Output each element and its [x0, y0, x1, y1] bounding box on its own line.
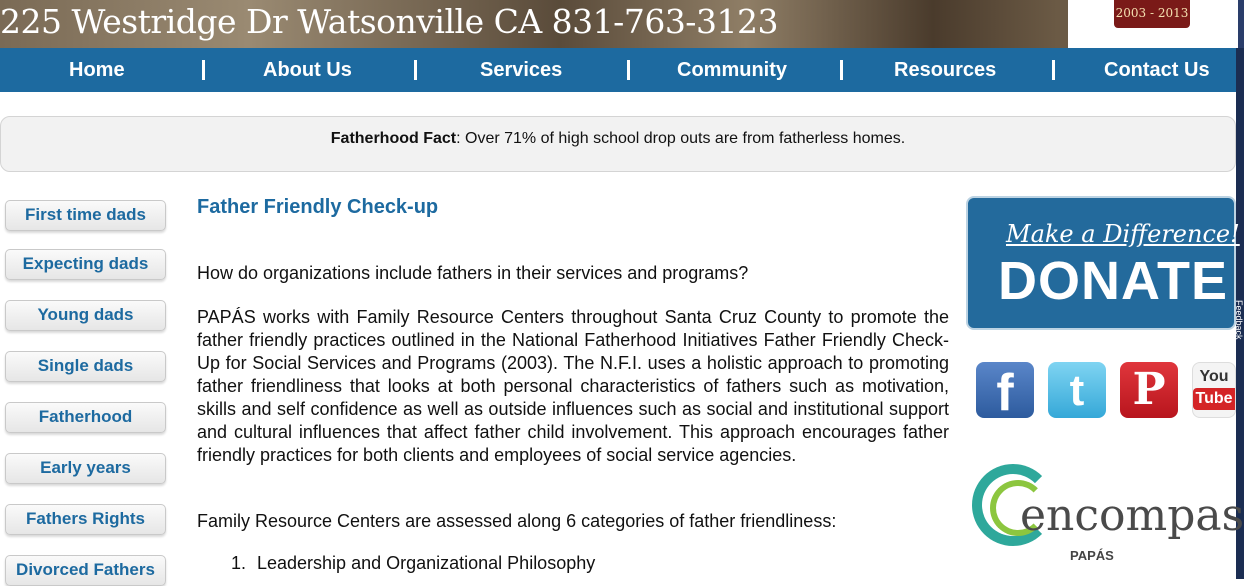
header-address: 225 Westridge Dr Watsonville CA 831-763-3123: [0, 2, 778, 41]
nav-about-us[interactable]: About Us: [263, 59, 352, 81]
list-item-text: Leadership and Organizational Philosophy: [257, 553, 596, 573]
nav-separator: [414, 60, 417, 80]
pinterest-icon[interactable]: P: [1120, 362, 1178, 418]
sidebar-item-young-dads[interactable]: Young dads: [5, 300, 166, 331]
facebook-icon[interactable]: f: [976, 362, 1034, 418]
feedback-tab[interactable]: Feedback: [1234, 300, 1244, 340]
encompass-papas: PAPÁS: [1070, 548, 1114, 563]
nav-home[interactable]: Home: [69, 59, 125, 81]
sidebar-item-divorced-fathers[interactable]: Divorced Fathers: [5, 555, 166, 586]
donate-label: DONATE: [998, 251, 1228, 311]
main-nav: [0, 48, 1236, 92]
sidebar-item-single-dads[interactable]: Single dads: [5, 351, 166, 382]
logo-area[interactable]: [1068, 0, 1238, 48]
sidebar-item-first-time-dads[interactable]: First time dads: [5, 200, 166, 231]
donate-tagline: Make a Difference!: [1006, 220, 1240, 248]
sidebar-item-early-years[interactable]: Early years: [5, 453, 166, 484]
body-paragraph: PAPÁS works with Family Resource Centers throughout Santa Cruz County to promote the father friendly practices outlined in the National Fatherhood Initiatives Father Friendly Check-Up for Social Services and Programs (2003). The N.F.I. uses a holistic approach to promoting father friendliness that looks at both personal characteristics of fathers such as motivation, skills and self confidence as well as outside influences such as social and institutional support and cultural influences that affect father child involvement. This approach encourages father friendly practices for both clients and employees of social service agencies.: [197, 307, 949, 465]
list-item-number: 1.: [231, 553, 247, 573]
nav-community[interactable]: Community: [677, 59, 787, 81]
fatherhood-fact-box: [0, 116, 1236, 172]
edge-strip: [1238, 0, 1244, 48]
nav-separator: [840, 60, 843, 80]
twitter-icon[interactable]: t: [1048, 362, 1106, 418]
youtube-tube: Tube: [1193, 388, 1235, 410]
main-content: [197, 196, 949, 573]
encompass-logo[interactable]: [970, 462, 1244, 579]
categories-intro: Family Resource Centers are assessed along 6 categories of father friendliness:: [197, 511, 837, 531]
list-item: [231, 552, 949, 574]
nav-contact-us[interactable]: Contact Us: [1104, 59, 1210, 81]
anniversary-badge: 2003 - 2013: [1114, 0, 1190, 28]
sidebar-item-expecting-dads[interactable]: Expecting dads: [5, 249, 166, 280]
encompass-wordmark: encompas: [1020, 490, 1244, 541]
nav-separator: [627, 60, 630, 80]
sidebar-item-fatherhood[interactable]: Fatherhood: [5, 402, 166, 433]
sidebar-item-fathers-rights[interactable]: Fathers Rights: [5, 504, 166, 535]
youtube-you: You: [1199, 368, 1229, 385]
page-title: Father Friendly Check-up: [197, 196, 439, 218]
nav-resources[interactable]: Resources: [894, 59, 997, 81]
fatherhood-fact: [1, 130, 1235, 148]
lead-question: How do organizations include fathers in their services and programs?: [197, 263, 749, 283]
donate-button[interactable]: [966, 196, 1240, 330]
fact-label: Fatherhood Fact: [330, 130, 457, 147]
fact-text: : Over 71% of high school drop outs are from fatherless homes.: [456, 130, 906, 147]
nav-separator: [202, 60, 205, 80]
categories-list: [231, 552, 949, 574]
youtube-icon[interactable]: [1192, 362, 1236, 418]
nav-services[interactable]: Services: [480, 59, 563, 81]
nav-separator: [1052, 60, 1055, 80]
header-banner: [0, 0, 1244, 48]
